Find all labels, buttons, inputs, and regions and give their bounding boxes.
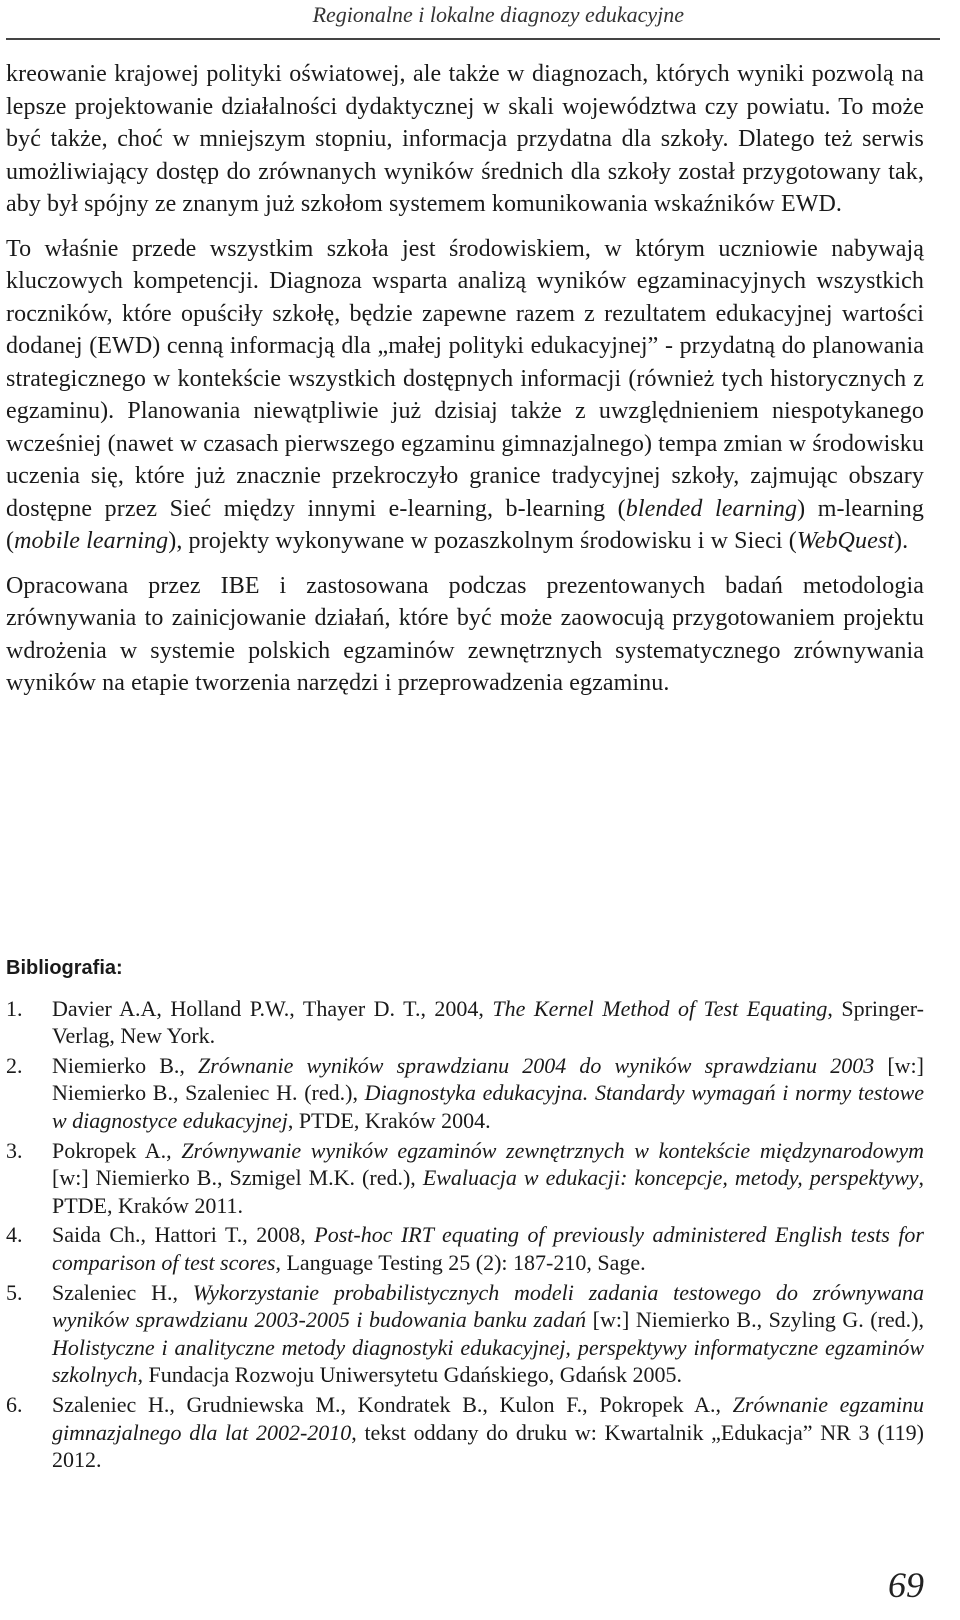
- paragraph-2-italic-webquest: WebQuest: [796, 528, 895, 554]
- bibliography-item-title: Holistyczne i analityczne metody diagnostyki edukacyjnej, perspektywy informatyczne egzaminów szkolnych,: [52, 1334, 924, 1388]
- bibliography-item-title: Zrównywanie wyników egzaminów zewnętrznych w kontekście międzynarodowym: [181, 1137, 924, 1163]
- bibliography-item-text: , PTDE, Kraków 2011.: [52, 1165, 925, 1218]
- header-rule: [6, 38, 940, 40]
- bibliography-item-text: Davier A.A, Holland P.W., Thayer D. T., 2004,: [52, 995, 493, 1021]
- bibliography-item-number: 4.: [6, 1222, 23, 1248]
- bibliography-heading: Bibliografia:: [6, 957, 123, 979]
- bibliography-item-text: , tekst oddany do druku w: Kwartalnik „Edukacja” NR 3 (119) 2012.: [52, 1419, 924, 1473]
- paragraph-2-text-c: ) m-learning (: [6, 495, 924, 554]
- bibliography-item: [6, 1137, 924, 1220]
- bibliography-item: [6, 1279, 924, 1389]
- paragraph-2-italic-mobile: mobile learning: [14, 528, 169, 554]
- bibliography-item-number: 1.: [6, 995, 23, 1021]
- paragraph-1: kreowanie krajowej polityki oświatowej, ale także w diagnozach, których wyniki pozwolą na lepsze projektowanie działalności dydaktycznej w skali województwa czy powiatu. To może być także, choć w mniejszym stopniu, informacja przydatna dla szkoły. Dlatego też serwis umożliwiający dostęp do zrównanych wyników średnich dla szkoły został przygotowany tak, aby był spójny ze znanym już szkołom systemem komunikowania wskaźników EWD.: [6, 61, 924, 217]
- bibliography-item-text: Niemierko B.,: [52, 1052, 199, 1078]
- page-number: 69: [888, 1565, 924, 1605]
- bibliography-item-number: 5.: [6, 1279, 23, 1305]
- paragraph-2-text-e: ), projekty wykonywane w pozaszkolnym środowisku i w Sieci (: [168, 528, 797, 554]
- bibliography-item-title: Ewaluacja w edukacji: koncepcje, metody, perspektywy: [422, 1165, 919, 1191]
- paragraph-2-text-a: To właśnie przede wszystkim szkoła jest środowiskiem, w którym uczniowie nabywają kluczowych kompetencji. Diagnoza wsparta analizą wyników egzaminacyjnych wszystkich roczników, które opuściły szkołę, będzie zapewne razem z rezultatem edukacyjnej wartości dodanej (EWD) cenną informacją dla „małej polityki edukacyjnej” - przydatną do planowania strategicznego w kontekście wszystkich dostępnych informacji (również tych historycznych z egzaminu). Planowania niewątpliwie już dzisiaj także z uwzględnieniem niespotykanego wcześniej (nawet w czasach pierwszego egzaminu gimnazjalnego) tempa zmian w środowisku uczenia się, które już znacznie przekroczyło granice tradycyjnej szkoły, zajmując obszary dostępne przez Sieć między innymi e-learning, b-learning (: [6, 235, 924, 522]
- bibliography-item-text: [w:] Niemierko B., Szmigel M.K. (red.),: [52, 1165, 423, 1191]
- bibliography-list: [6, 995, 924, 1474]
- bibliography-item-number: 2.: [6, 1052, 23, 1078]
- paragraph-3: Opracowana przez IBE i zastosowana podczas prezentowanych badań metodologia zrównywania to zainicjowanie działań, które być może zaowocują przygotowaniem projektu wdrożenia w systemie polskich egzaminów zewnętrznych systematycznego zrównywania wyników na etapie tworzenia narzędzi i przeprowadzenia egzaminu.: [6, 572, 924, 696]
- paragraph-2-text-g: ).: [894, 528, 909, 554]
- bibliography-item-text: , Language Testing 25 (2): 187-210, Sage.: [275, 1249, 646, 1275]
- bibliography-item-number: 6.: [6, 1391, 23, 1417]
- bibliography-item-title: Diagnostyka edukacyjna. Standardy wymagań i normy testowe w diagnostyce edukacyjnej: [52, 1080, 925, 1133]
- paragraph-2: [6, 233, 924, 558]
- bibliography-item-number: 3.: [6, 1137, 23, 1163]
- paragraph-2-italic-blended: blended learning: [625, 495, 798, 522]
- bibliography-item-title: Post-hoc IRT equating of previously administered English tests for comparison of test scores: [52, 1222, 924, 1275]
- bibliography-item-text: Saida Ch., Hattori T., 2008,: [52, 1222, 315, 1248]
- bibliography: [6, 955, 924, 1476]
- running-header: Regionalne i lokalne diagnozy edukacyjne: [312, 2, 684, 27]
- bibliography-item: [6, 1221, 924, 1276]
- body-text: [6, 58, 924, 700]
- bibliography-item-title: Zrównanie wyników sprawdzianu 2004 do wyników sprawdzianu 2003: [198, 1052, 875, 1078]
- bibliography-item-text: [w:] Niemierko B., Szaleniec H. (red.),: [52, 1052, 924, 1106]
- bibliography-item-text: , PTDE, Kraków 2004.: [287, 1107, 491, 1133]
- bibliography-item-text: Szaleniec H., Grudniewska M., Kondratek B., Kulon F., Pokropek A.,: [52, 1391, 733, 1417]
- bibliography-item-text: Fundacja Rozwoju Uniwersytetu Gdańskiego, Gdańsk 2005.: [143, 1362, 682, 1388]
- bibliography-item-text: , Springer-Verlag, New York.: [52, 995, 924, 1049]
- bibliography-item: [6, 1391, 924, 1474]
- bibliography-item: [6, 995, 924, 1050]
- bibliography-item-text: Szaleniec H.,: [52, 1279, 193, 1305]
- bibliography-item-title: Zrównanie egzaminu gimnazjalnego dla lat 2002-2010: [52, 1391, 924, 1445]
- bibliography-item-title: The Kernel Method of Test Equating: [492, 995, 828, 1021]
- bibliography-item-text: [w:] Niemierko B., Szyling G. (red.),: [586, 1307, 924, 1333]
- bibliography-item: [6, 1052, 924, 1135]
- bibliography-item-text: Pokropek A.,: [52, 1137, 182, 1163]
- bibliography-item-title: Wykorzystanie probabilistycznych modeli zadania testowego do zrównywana wyników sprawdzianu 2003-2005 i budowania banku zadań: [52, 1279, 924, 1333]
